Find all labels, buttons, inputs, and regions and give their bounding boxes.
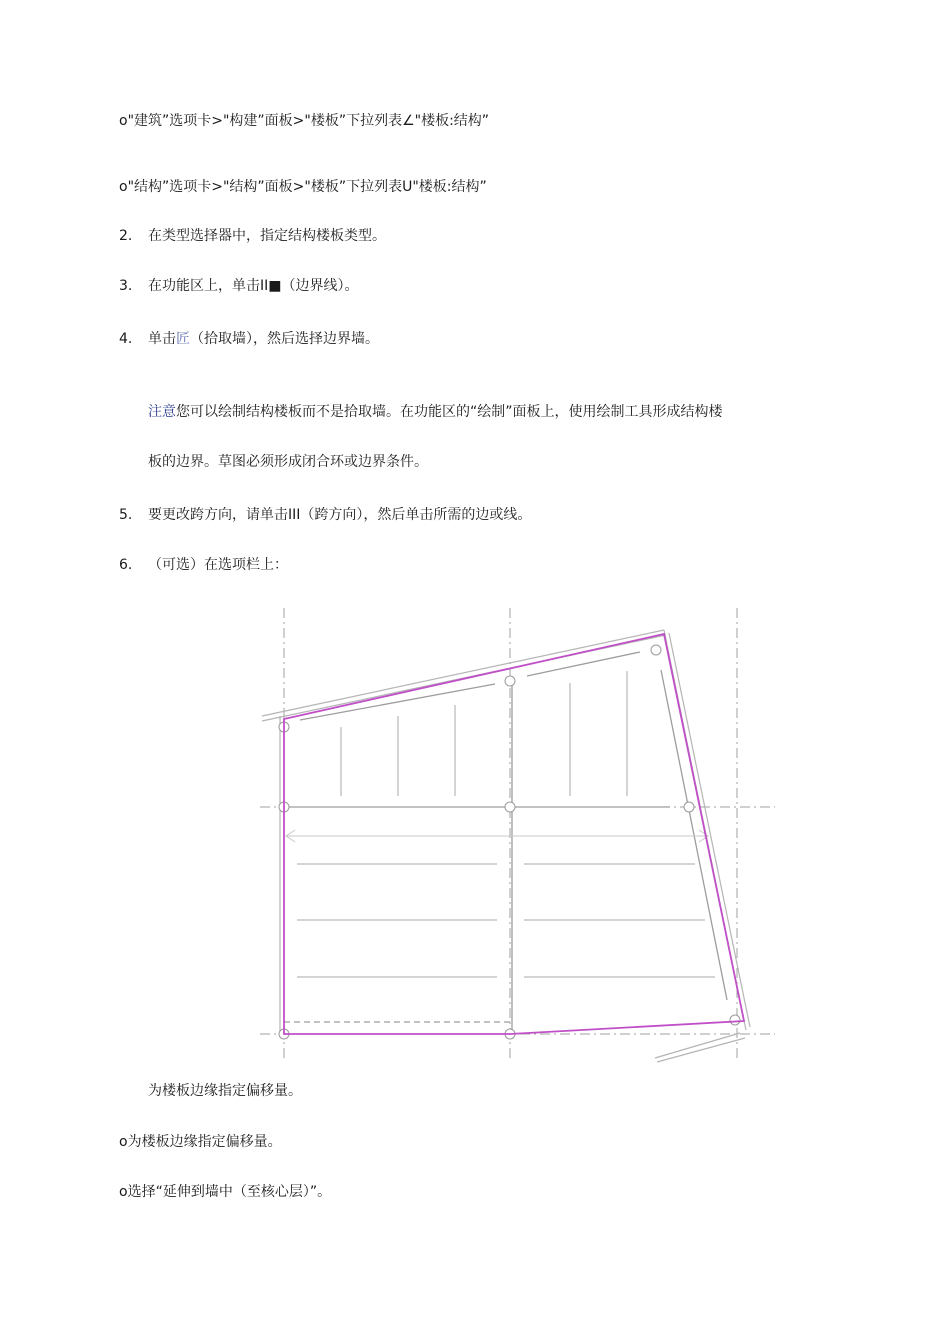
grid-lines (260, 608, 775, 1062)
step-text: 要更改跨方向，请单击III（跨方向），然后单击所需的边或线。 (148, 507, 532, 523)
floor-boundary-figure (255, 605, 780, 1065)
figure-caption: 为楼板边缘指定偏移量。 (148, 1083, 302, 1099)
option-extend-into-wall: o选择“延伸到墙中（至核心层）”。 (119, 1184, 332, 1200)
step-text-before: 单击 (148, 331, 176, 347)
step-number: 3. (119, 278, 133, 294)
span-lines-lower (297, 864, 715, 977)
step-text-after: （拾取墙），然后选择边界墙。 (190, 331, 379, 347)
step-number: 4. (119, 331, 133, 347)
pick-walls-icon: 匠 (176, 331, 190, 347)
step-number: 5. (119, 507, 133, 523)
note-text: 您可以绘制结构楼板而不是拾取墙。在功能区的“绘制”面板上，使用绘制工具形成结构楼 (176, 404, 723, 420)
step-text: 在功能区上，单击II■（边界线）。 (148, 278, 359, 294)
note-line-2: 板的边界。草图必须形成闭合环或边界条件。 (148, 454, 428, 470)
beams (284, 652, 727, 1030)
floor-boundary-sketch (284, 634, 744, 1034)
step-number: 6. (119, 557, 133, 573)
note-label: 注意 (148, 404, 176, 420)
option-offset: o为楼板边缘指定偏移量。 (119, 1134, 282, 1150)
step-text (148, 329, 379, 349)
span-direction-arrow (286, 830, 708, 842)
access-path-architecture: o"建筑”选项卡>"构建”面板>"楼板”下拉列表∠"楼板:结构” (119, 113, 490, 129)
step-text: 在类型选择器中，指定结构楼板类型。 (148, 228, 386, 244)
step-text: （可选）在选项栏上： (148, 557, 288, 573)
access-path-structure: o"结构”选项卡>"结构”面板>"楼板”下拉列表U"楼板:结构” (119, 179, 487, 195)
step-number: 2. (119, 228, 133, 244)
note-line-1 (148, 402, 723, 422)
